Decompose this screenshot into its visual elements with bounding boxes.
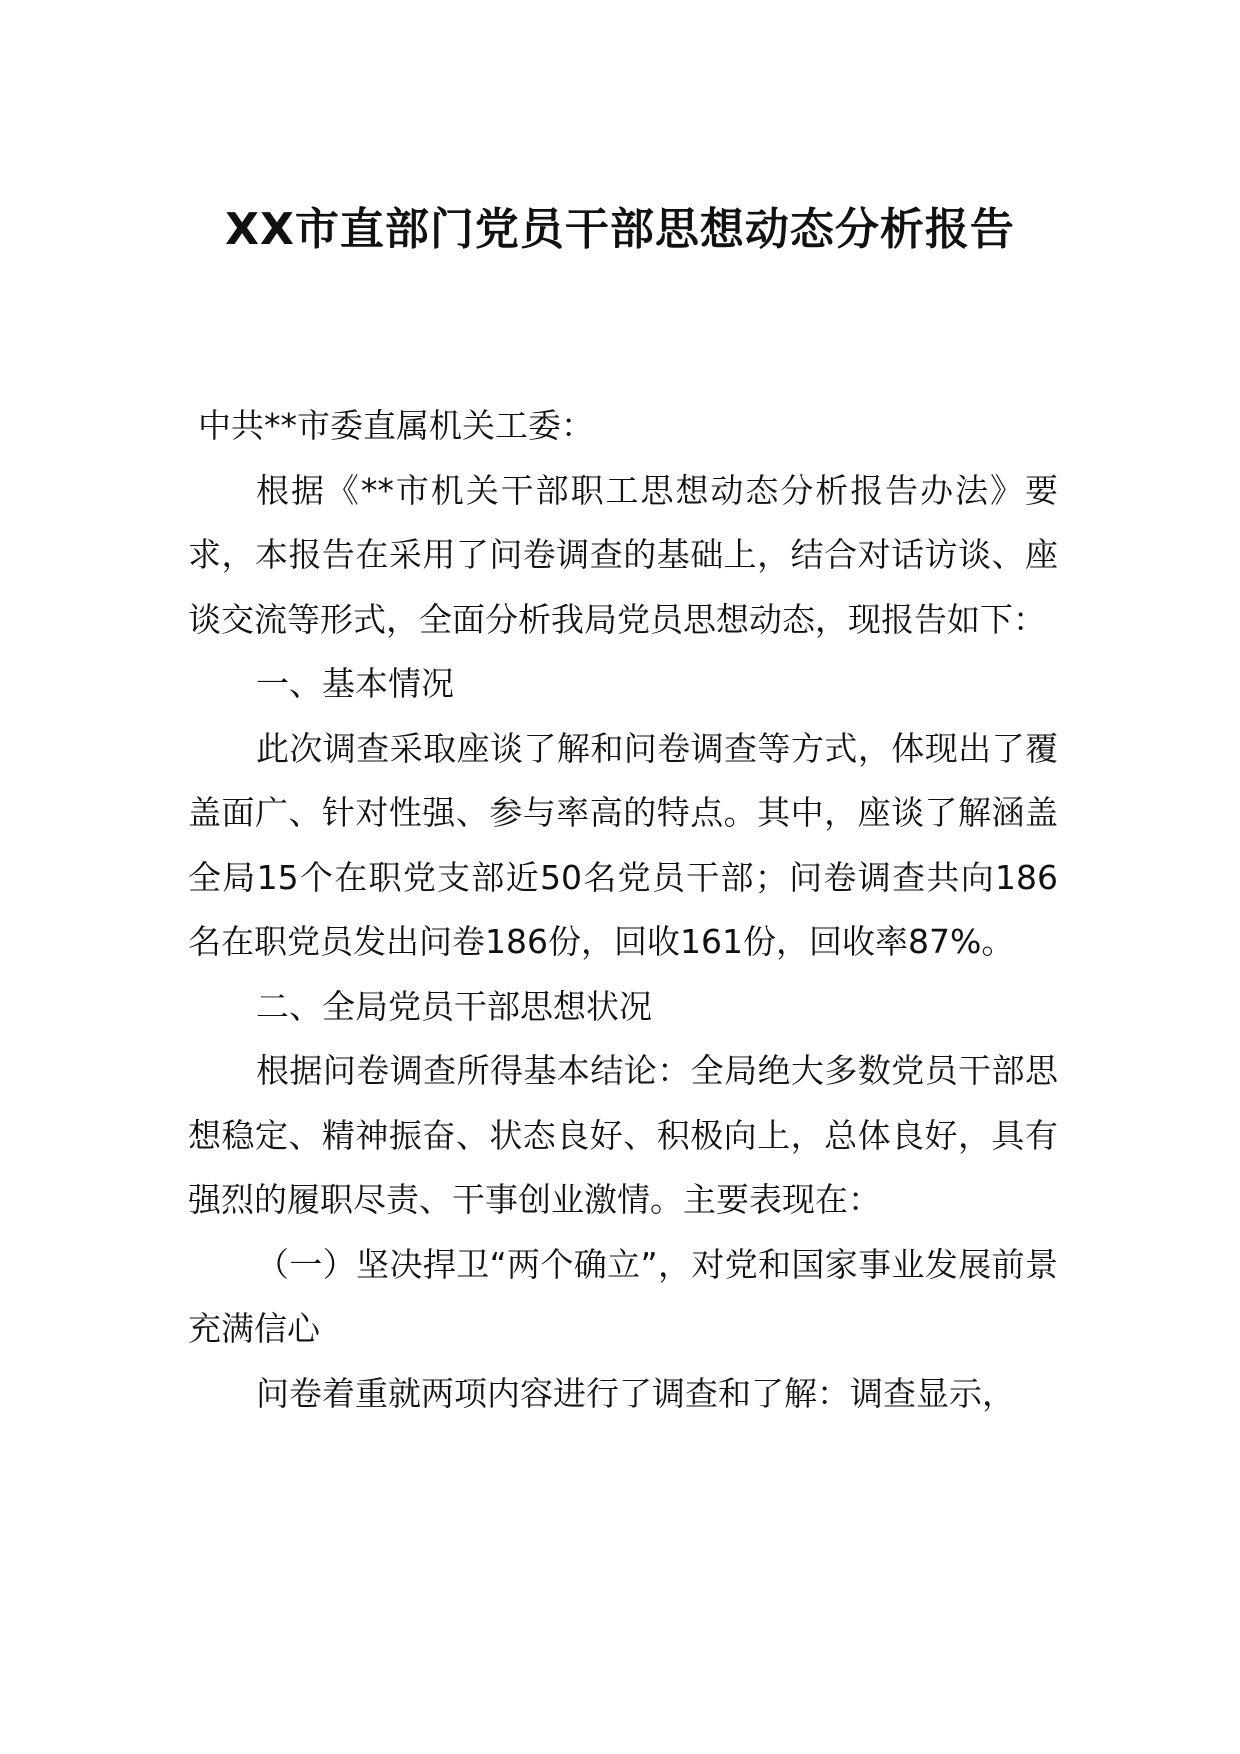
document-title: XX市直部门党员干部思想动态分析报告 bbox=[225, 204, 1015, 255]
salutation: 中共**市委直属机关工委： bbox=[198, 406, 594, 445]
section-heading-basic-situation: 一、基本情况 bbox=[256, 664, 454, 703]
paragraph-conclusion: 根据问卷调查所得基本结论：全局绝大多数党员干部思想稳定、精神振奋、状态良好、积极向上，总体良好，具有强烈的履职尽责、干事创业激情。主要表现在： bbox=[188, 1051, 1058, 1219]
paragraph-survey-content: 问卷着重就两项内容进行了调查和了解：调查显示， bbox=[256, 1373, 1015, 1413]
document-body bbox=[188, 394, 1058, 1426]
paragraph-survey-details: 此次调查采取座谈了解和问卷调查等方式，体现出了覆盖面广、针对性强、参与率高的特点。其中，座谈了解涵盖全局15个在职党支部近50名党员干部；问卷调查共向186名在职党员发出问卷186份，回收161份，回收率87%。 bbox=[188, 728, 1058, 961]
subsection-heading-one: （一）坚决捍卫“两个确立”，对党和国家事业发展前景充满信心 bbox=[188, 1244, 1058, 1348]
section-heading-thought-status: 二、全局党员干部思想状况 bbox=[256, 986, 652, 1026]
paragraph-intro: 根据《**市机关干部职工思想动态分析报告办法》要求，本报告在采用了问卷调查的基础上，结合对话访谈、座谈交流等形式，全面分析我局党员思想动态，现报告如下： bbox=[188, 470, 1058, 639]
